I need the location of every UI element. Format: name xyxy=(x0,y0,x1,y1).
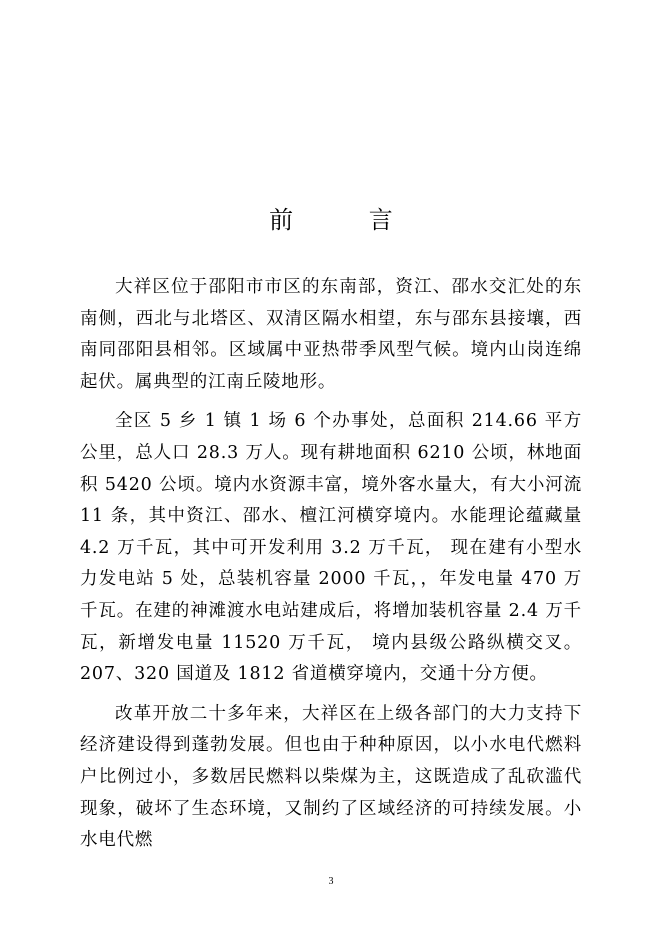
paragraph-intro: 大祥区位于邵阳市市区的东南部，资江、邵水交汇处的东南侧，西北与北塔区、双清区隔水相望，东与邵东县接壤，西南同邵阳县相邻。区域属中亚热带季风型气候。境内山岗连绵起伏。属典型的江南丘陵地形。 xyxy=(80,277,582,392)
page-number: 3 xyxy=(328,876,334,887)
body-text xyxy=(80,272,582,865)
page-title: 前 言 xyxy=(269,206,427,234)
paragraph-statistics: 全区 5 乡 1 镇 1 场 6 个办事处，总面积 214.66 平方公里，总人口 28.3 万人。现有耕地面积 6210 公顷，林地面积 5420 公顷。境内水资源丰富，境外客水量大，有大小河流 11 条，其中资江、邵水、檀江河横穿境内。水能理论蕴藏量 4.2 万千瓦，其中可开发利用 3.2 万千瓦， 现在建有小型水力发电站 5 处，总装机容量 2000 千瓦，，年发电量 470 万千瓦。在建的神滩渡水电站建成后，将增加装机容量 2.4 万千瓦，新增发电量 11520 万千瓦， 境内县级公路纵横交叉。207、320 国道及 1812 省道横穿境内，交通十分方便。 xyxy=(80,411,582,685)
paragraph-reform: 改革开放二十多年来，大祥区在上级各部门的大力支持下经济建设得到蓬勃发展。但也由于种种原因，以小水电代燃料户比例过小，多数居民燃料以柴煤为主，这既造成了乱砍滥代现象，破坏了生态环境，又制约了区域经济的可持续发展。小水电代燃 xyxy=(80,703,582,851)
